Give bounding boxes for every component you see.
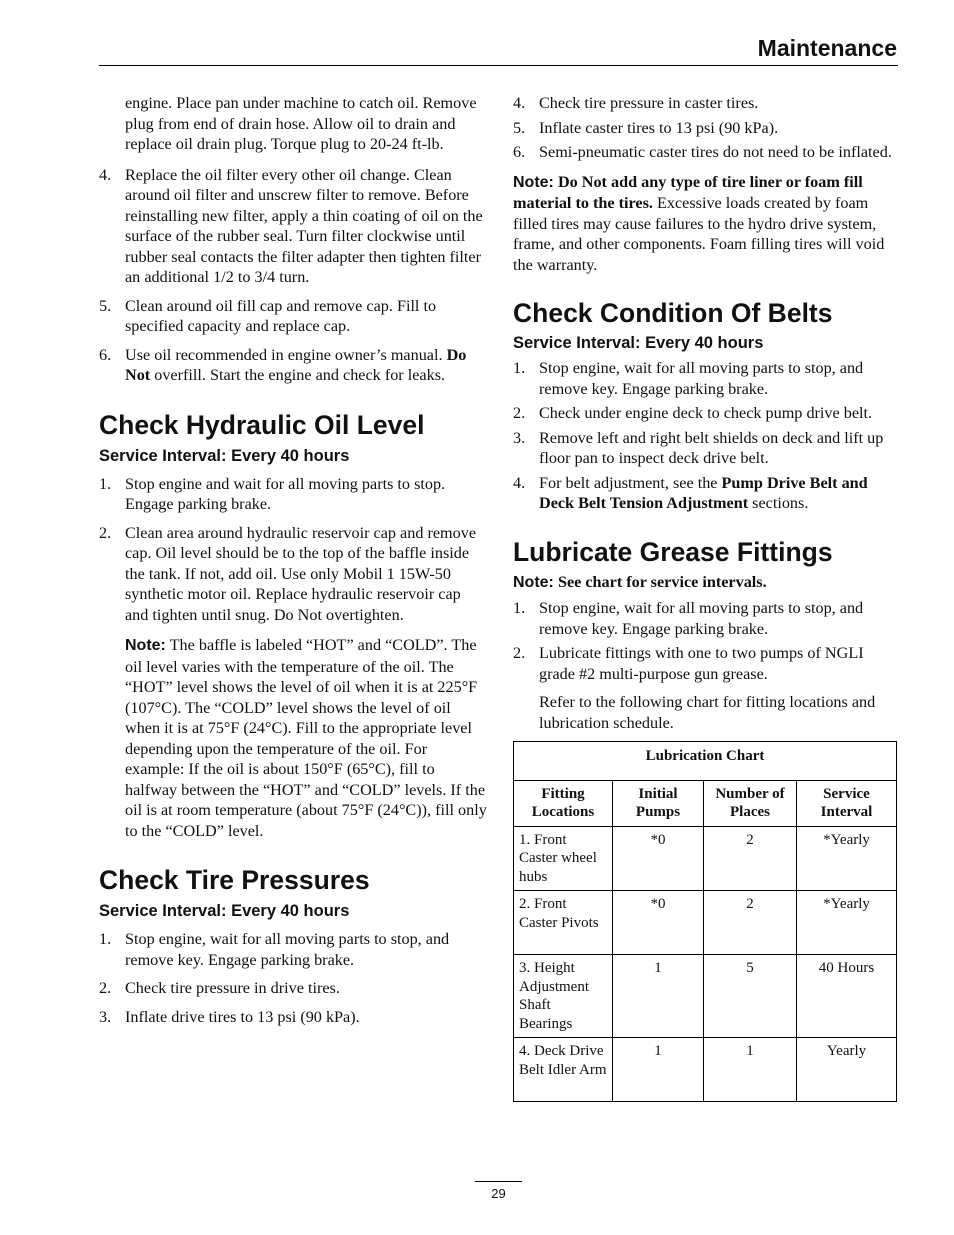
step-text: Use oil recommended in engine owner’s manual. bbox=[125, 345, 443, 364]
table-cell: 3. Height Adjustment Shaft Bearings bbox=[514, 955, 613, 1038]
left-column bbox=[99, 93, 487, 1027]
step-text: Remove left and right belt shields on deck and lift up floor pan to inspect deck drive belt. bbox=[539, 428, 884, 467]
step-number: 1. bbox=[99, 474, 112, 493]
step-text: Stop engine, wait for all moving parts to stop, and remove key. Engage parking brake. bbox=[125, 930, 450, 969]
list-item bbox=[513, 118, 901, 139]
note-label: Note: bbox=[513, 173, 554, 191]
list-item bbox=[99, 474, 487, 515]
step-continuation: engine. Place pan under machine to catch oil. Remove plug from end of drain hose. Allow oil to drain and replace oil drain plug. Torque plug to 20-24 ft-lb. bbox=[125, 94, 477, 153]
table-cell: 1 bbox=[613, 955, 704, 1038]
table-cell: 1 bbox=[613, 1038, 704, 1102]
table-cell: *Yearly bbox=[797, 891, 897, 955]
step-text: Stop engine, wait for all moving parts to stop, and remove key. Engage parking brake. bbox=[539, 599, 864, 638]
table-row bbox=[514, 826, 897, 891]
step-text: Stop engine, wait for all moving parts to stop, and remove key. Engage parking brake. bbox=[539, 359, 864, 398]
step-number: 2. bbox=[99, 979, 112, 997]
table-cell: *Yearly bbox=[797, 826, 897, 891]
table-cell: 1 bbox=[704, 1038, 797, 1102]
step-number: 6. bbox=[99, 345, 112, 364]
table-cell: 2 bbox=[704, 826, 797, 891]
step-text: Clean around oil fill cap and remove cap. Fill to specified capacity and replace cap. bbox=[125, 296, 437, 335]
note-text: The baffle is labeled “HOT” and “COLD”. The oil level varies with the temperature of the oil. The “HOT” level shows the level of oil when it is at 225°F (107°C). The “COLD” level shows the level of oil when it is at 75°F (24°C). Fill to the appropriate level depending upon the temperature of the oil. For example: If the oil is about 150°F (65°C), fill to halfway between the “HOT” and “COLD” levels. If the oil is at room temperature (about 75°F (24°C)), fill only to the “COLD” level. bbox=[125, 636, 487, 840]
column-header: Fitting Locations bbox=[514, 780, 613, 826]
column-header: Service Interval bbox=[797, 780, 897, 826]
step-text: Check under engine deck to check pump drive belt. bbox=[539, 404, 873, 422]
list-item bbox=[99, 929, 487, 970]
step-text: Clean area around hydraulic reservoir cap and remove cap. Oil level should be to the top of the baffle inside the tank. If not, add oil. Use only Mobil 1 15W-50 synthetic motor oil. Replace hydraulic reservoir cap and tighten until snug. Do Not overtighten. bbox=[125, 523, 477, 624]
list-item bbox=[513, 93, 901, 114]
note-bold-text: See chart for service intervals. bbox=[557, 572, 767, 591]
step-text: overfill. Start the engine and check for leaks. bbox=[154, 366, 446, 384]
service-interval: Service Interval: Every 40 hours bbox=[513, 334, 764, 352]
step-text-bold: Pump Drive Belt and Deck Belt Tension Adjustment bbox=[539, 473, 868, 512]
list-item bbox=[513, 643, 901, 684]
step-text: Replace the oil filter every other oil change. Clean around oil filter and unscrew filter to remove. Before reinstalling new filter, apply a thin coating of oil on the surface of the rubber seal. Turn filter clockwise until rubber seal contacts the filter adapter then tighten filter an additional 1/2 to 3/4 turn. bbox=[125, 165, 483, 286]
step-text: Check tire pressure in caster tires. bbox=[539, 94, 759, 112]
note-label: Note: bbox=[513, 573, 554, 591]
table-cell: 4. Deck Drive Belt Idler Arm bbox=[514, 1038, 613, 1102]
service-interval: Service Interval: Every 40 hours bbox=[99, 902, 350, 920]
table-cell: *0 bbox=[613, 826, 704, 891]
note-label: Note: bbox=[125, 637, 166, 654]
list-item bbox=[99, 978, 487, 999]
section-header: Maintenance bbox=[757, 35, 897, 61]
right-column bbox=[513, 93, 901, 1102]
step-text: sections. bbox=[752, 494, 809, 512]
note bbox=[513, 572, 901, 594]
step-number: 4. bbox=[513, 473, 526, 492]
step-text: Check tire pressure in drive tires. bbox=[125, 979, 340, 997]
chart-header-row bbox=[514, 780, 897, 826]
chart-reference: Refer to the following chart for fitting locations and lubrication schedule. bbox=[539, 693, 876, 732]
step-number: 1. bbox=[99, 930, 112, 948]
table-row bbox=[514, 1038, 897, 1102]
list-item bbox=[99, 345, 487, 386]
section-title: Check Hydraulic Oil Level bbox=[99, 409, 425, 440]
step-number: 2. bbox=[513, 644, 526, 662]
lubrication-chart bbox=[513, 741, 897, 1102]
table-row bbox=[514, 955, 897, 1038]
list-item bbox=[513, 598, 901, 639]
step-number: 6. bbox=[513, 143, 526, 161]
table-cell: 40 Hours bbox=[797, 955, 897, 1038]
section-title: Lubricate Grease Fittings bbox=[513, 536, 833, 567]
step-text: Lubricate fittings with one to two pumps of NGLI grade #2 multi-purpose gun grease. bbox=[539, 644, 864, 683]
table-cell: Yearly bbox=[797, 1038, 897, 1102]
step-number: 1. bbox=[513, 599, 526, 617]
header-rule bbox=[99, 65, 898, 66]
table-row bbox=[514, 891, 897, 955]
step-text-bold: Do Not bbox=[125, 345, 467, 384]
list-item bbox=[513, 473, 901, 514]
table-cell: 1. Front Caster wheel hubs bbox=[514, 826, 613, 891]
page-number: 29 bbox=[491, 1186, 506, 1201]
step-number: 4. bbox=[513, 94, 526, 112]
table-cell: *0 bbox=[613, 891, 704, 955]
step-text: Inflate drive tires to 13 psi (90 kPa). bbox=[125, 1007, 360, 1026]
list-item bbox=[513, 358, 901, 399]
list-item bbox=[99, 1007, 487, 1028]
list-item bbox=[99, 165, 487, 288]
list-item bbox=[99, 523, 487, 626]
list-item bbox=[513, 428, 901, 469]
step-text: Stop engine and wait for all moving parts to stop. Engage parking brake. bbox=[125, 474, 446, 513]
step-text: Semi-pneumatic caster tires do not need to be inflated. bbox=[539, 143, 892, 161]
section-title: Check Condition Of Belts bbox=[513, 298, 833, 328]
table-cell: 5 bbox=[704, 955, 797, 1038]
note bbox=[513, 172, 901, 276]
step-number: 4. bbox=[99, 165, 112, 184]
note-text: Excessive loads created by foam filled tires may cause failures to the hydro drive system, frame, and other components. Foam filling tires will void the warranty. bbox=[513, 194, 885, 274]
section-title: Check Tire Pressures bbox=[99, 865, 370, 895]
note bbox=[99, 635, 487, 841]
footer-rule bbox=[475, 1181, 522, 1182]
step-number: 2. bbox=[99, 523, 112, 542]
step-number: 1. bbox=[513, 359, 526, 377]
step-number: 5. bbox=[513, 118, 526, 137]
column-header: Number of Places bbox=[704, 780, 797, 826]
column-header: Initial Pumps bbox=[613, 780, 704, 826]
chart-title-row bbox=[514, 742, 897, 781]
chart-title: Lubrication Chart bbox=[514, 742, 897, 781]
step-number: 3. bbox=[513, 428, 526, 447]
step-number: 2. bbox=[513, 404, 526, 422]
step-number: 5. bbox=[99, 296, 112, 315]
step-text: For belt adjustment, see the bbox=[539, 473, 718, 492]
list-item bbox=[99, 296, 487, 337]
list-item bbox=[513, 142, 901, 163]
service-interval: Service Interval: Every 40 hours bbox=[99, 446, 350, 465]
step-number: 3. bbox=[99, 1007, 112, 1026]
table-cell: 2 bbox=[704, 891, 797, 955]
step-text: Inflate caster tires to 13 psi (90 kPa). bbox=[539, 118, 779, 137]
list-item bbox=[513, 403, 901, 424]
table-cell: 2. Front Caster Pivots bbox=[514, 891, 613, 955]
note-bold-text: Do Not add any type of tire liner or foam fill material to the tires. bbox=[513, 172, 863, 212]
